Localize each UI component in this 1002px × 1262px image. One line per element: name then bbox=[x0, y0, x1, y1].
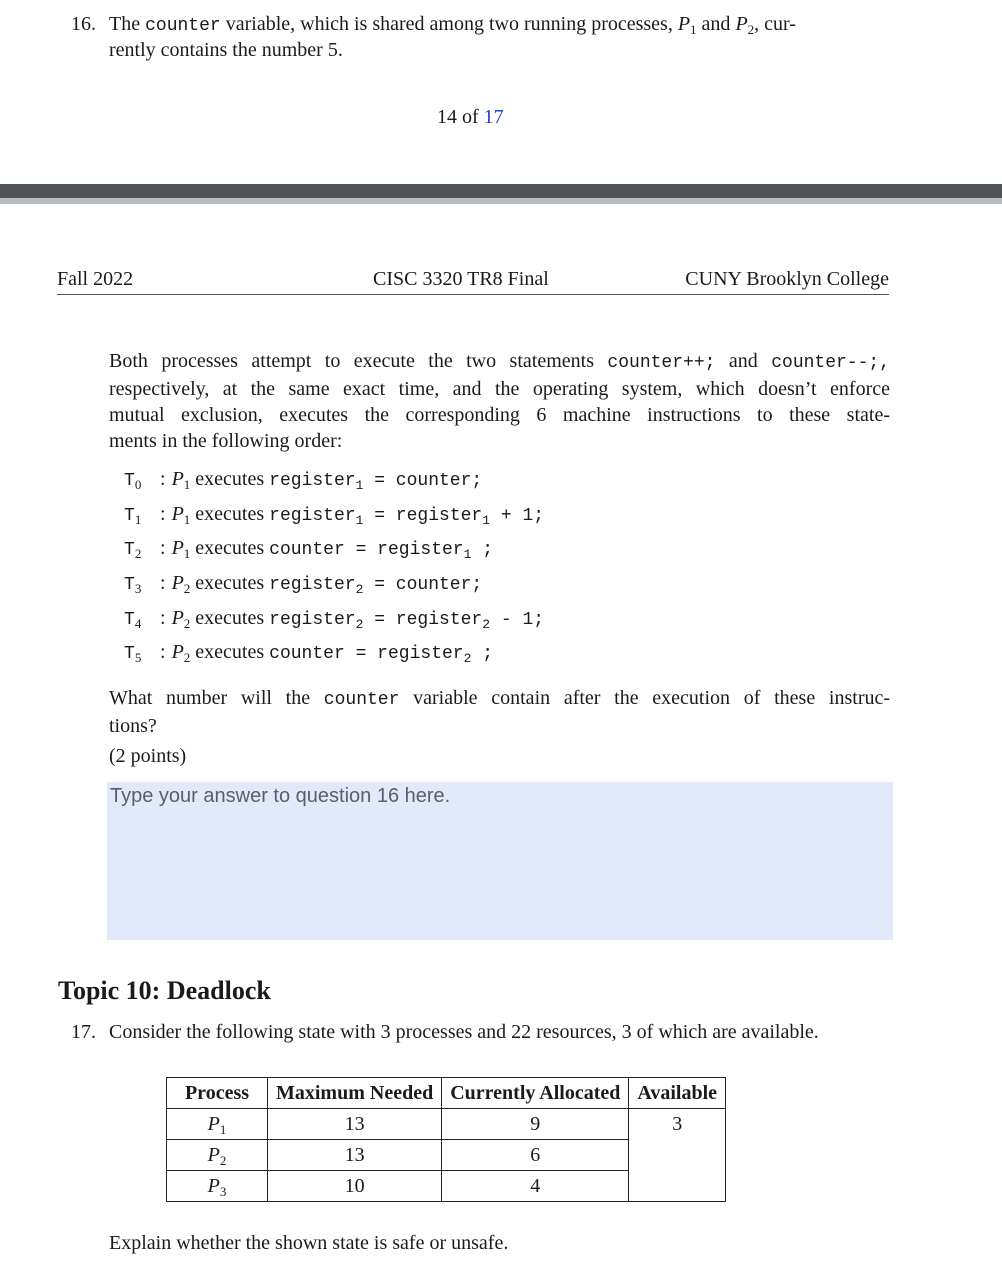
available-cell-empty bbox=[629, 1140, 726, 1171]
q16-intro-line2: rently contains the number 5. bbox=[109, 39, 343, 61]
answer-placeholder: Type your answer to question 16 here. bbox=[110, 785, 451, 807]
resource-allocation-table bbox=[166, 1077, 726, 1202]
process-cell: $P_2$ bbox=[167, 1140, 268, 1171]
instruction-line: $T_2$ : $P_1$ executes counter = register$_1$ ; bbox=[124, 537, 494, 562]
col-available: Available bbox=[629, 1078, 726, 1109]
alloc-cell: 6 bbox=[442, 1140, 629, 1171]
table-header-row bbox=[167, 1078, 726, 1109]
q16-points: (2 points) bbox=[109, 745, 187, 767]
q17-prompt: Explain whether the shown state is safe or unsafe. bbox=[109, 1232, 509, 1254]
topic-heading: Topic 10: Deadlock bbox=[58, 976, 271, 1005]
alloc-cell: 4 bbox=[442, 1171, 629, 1202]
table-row bbox=[167, 1109, 726, 1140]
page-separator bbox=[0, 184, 1002, 198]
col-currently-allocated: Currently Allocated bbox=[442, 1078, 629, 1109]
q16-description: Both processes attempt to execute the two statements counter++; and counter--;, respectively, at the same exact time, and the operating system, which doesn’t enforce mutual exclusion, executes the corresponding 6 machine instructions to these state- ments in the following order: bbox=[109, 350, 891, 452]
header-course: CISC 3320 TR8 Final bbox=[373, 268, 549, 290]
q16-question: What number will the counter variable contain after the execution of these instruc- tions? bbox=[109, 687, 891, 737]
alloc-cell: 9 bbox=[442, 1109, 629, 1140]
header-term: Fall 2022 bbox=[57, 268, 134, 290]
question-number: 16. bbox=[71, 13, 96, 35]
q16-answer-field[interactable] bbox=[107, 782, 893, 940]
code-counter: counter bbox=[323, 690, 400, 710]
instruction-line: $T_3$ : $P_2$ executes register$_2$ = counter; bbox=[124, 572, 483, 597]
max-cell: 13 bbox=[268, 1109, 442, 1140]
code-increment: counter++; bbox=[607, 353, 716, 373]
code-decrement: counter--;, bbox=[771, 353, 891, 373]
instruction-line: $T_5$ : $P_2$ executes counter = register$_2$ ; bbox=[124, 641, 494, 666]
question-number: 17. bbox=[71, 1021, 96, 1043]
process-cell: $P_3$ bbox=[167, 1171, 268, 1202]
running-header bbox=[57, 266, 889, 295]
header-institution: CUNY Brooklyn College bbox=[685, 268, 889, 290]
code-counter: counter bbox=[145, 16, 221, 36]
instruction-line: $T_4$ : $P_2$ executes register$_2$ = register$_2$ - 1; bbox=[124, 607, 545, 632]
max-cell: 13 bbox=[268, 1140, 442, 1171]
process-cell: $P_1$ bbox=[167, 1109, 268, 1140]
table-row bbox=[167, 1171, 726, 1202]
col-process: Process bbox=[167, 1078, 268, 1109]
max-cell: 10 bbox=[268, 1171, 442, 1202]
col-max-needed: Maximum Needed bbox=[268, 1078, 442, 1109]
available-cell: 3 bbox=[629, 1109, 726, 1140]
page-indicator: 14 of 17 bbox=[437, 106, 504, 128]
page-separator-shadow bbox=[0, 198, 1002, 204]
instruction-line: $T_1$ : $P_1$ executes register$_1$ = register$_1$ + 1; bbox=[124, 503, 545, 528]
page-total-link[interactable]: 17 bbox=[483, 106, 504, 128]
q17-statement: 17. Consider the following state with 3 processes and 22 resources, 3 of which are available. bbox=[71, 1021, 819, 1043]
available-cell-empty bbox=[629, 1171, 726, 1202]
q16-intro-line1: 16. The counter variable, which is shared among two running processes, $P_1$ and $P_2$, cur- bbox=[71, 13, 796, 37]
table-row bbox=[167, 1140, 726, 1171]
instruction-line: $T_0$ : $P_1$ executes register$_1$ = counter; bbox=[124, 468, 483, 493]
